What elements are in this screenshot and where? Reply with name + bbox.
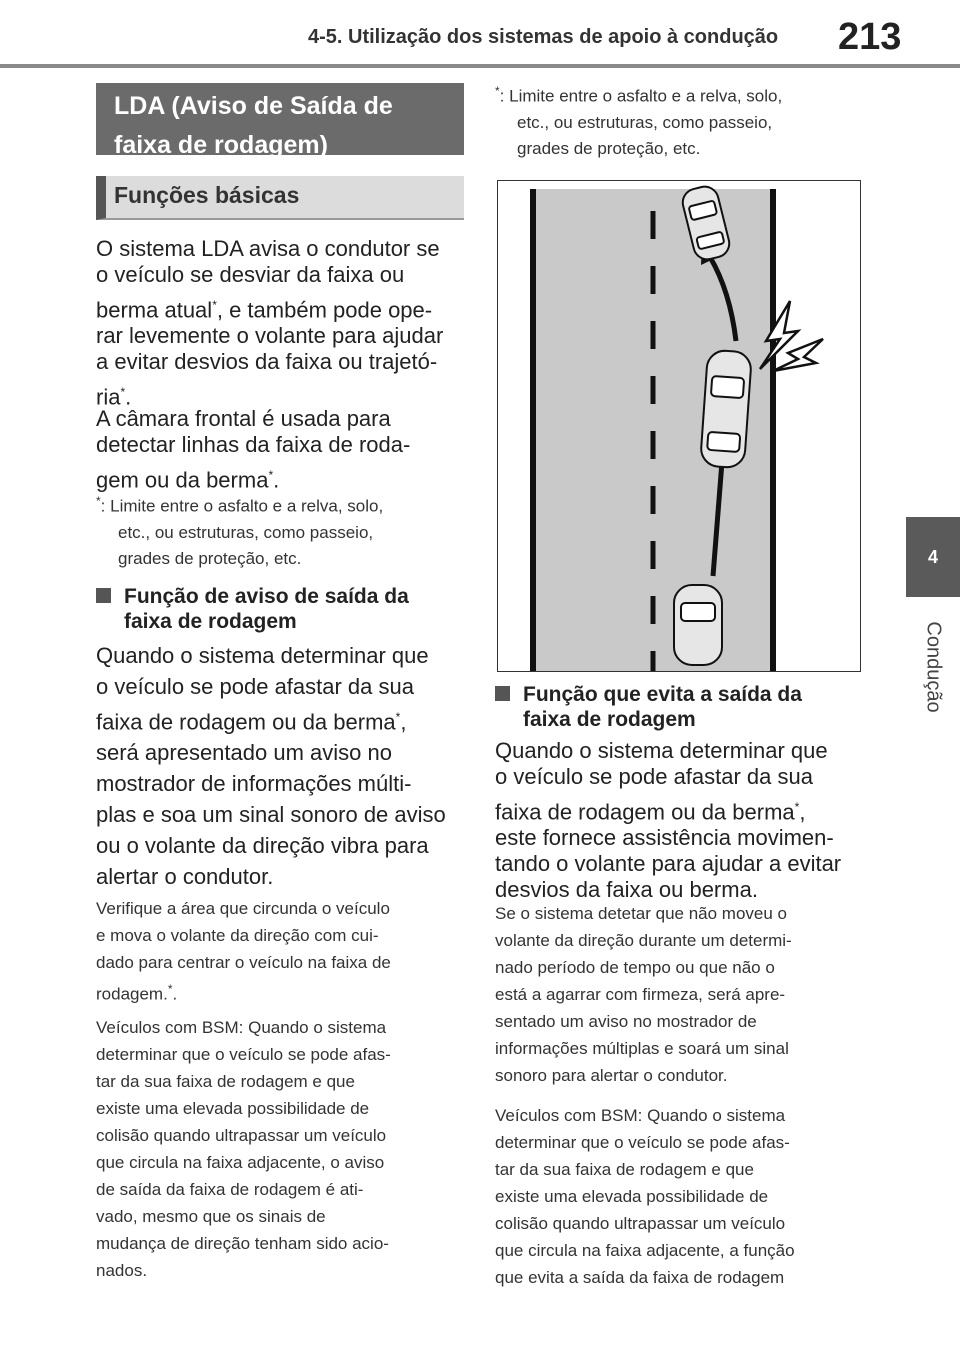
footnote: *: Limite entre o asfalto e a relva, solo, etc., ou estruturas, como passeio, grades de proteção, etc. xyxy=(96,494,384,568)
avoid-function-heading: Função que evita a saída da faixa de rodagem xyxy=(495,682,865,732)
section-title: LDA (Aviso de Saída de faixa de rodagem) xyxy=(96,83,464,155)
bullet-square-icon xyxy=(96,588,111,603)
bullet-square-icon xyxy=(495,686,510,701)
car-bottom-icon xyxy=(674,585,722,665)
intro-paragraph: O sistema LDA avisa o condutor se o veículo se desviar da faixa ou berma atual*, e também pode ope- rar levemente o volante para ajudar a evitar desvios da faixa ou trajetó- ria*. xyxy=(96,236,444,410)
header-rule xyxy=(0,64,960,68)
avoid-note-2: Veículos com BSM: Quando o sistema determinar que o veículo se pode afas- tar da sua faixa de rodagem e que existe uma elevada possibilidade de colisão quando ultrapassar um veículo que circula na faixa adjacente, a função que evita a saída da faixa de rodagem xyxy=(495,1106,795,1287)
warning-function-heading: Função de aviso de saída da faixa de rodagem xyxy=(96,584,464,634)
page-number: 213 xyxy=(838,16,902,58)
chapter-tab: 4 xyxy=(906,517,960,597)
warning-note-2: Veículos com BSM: Quando o sistema determinar que o veículo se pode afas- tar da sua faixa de rodagem e que existe uma elevada possibilidade de colisão quando ultrapassar um veículo que circula na faixa adjacente, o aviso de saída da faixa de rodagem é ati- vado, mesmo que os sinais de mudança de direção tenham sido acio- nados. xyxy=(96,1018,391,1280)
car-middle-icon xyxy=(700,350,752,469)
camera-paragraph: A câmara frontal é usada para detectar linhas da faixa de roda- gem ou da berma*. xyxy=(96,406,411,493)
avoid-function-body: Quando o sistema determinar que o veículo se pode afastar da sua faixa de rodagem ou da berma*, este fornece assistência movimen- tando o volante para ajudar a evitar desvios da faixa ou berma. xyxy=(495,738,842,903)
chapter-label: Condução xyxy=(922,621,945,713)
footnote-right: *: Limite entre o asfalto e a relva, solo, etc., ou estruturas, como passeio, grades de proteção, etc. xyxy=(495,84,783,158)
warning-function-body: Quando o sistema determinar que o veículo se pode afastar da sua faixa de rodagem ou da berma*, será apresentado um aviso no mostrador de informações múlti- plas e soa um sinal sonoro de aviso ou o volante da direção vibra para alertar o condutor. xyxy=(96,643,446,890)
warning-note-1: Verifique a área que circunda o veículo e mova o volante da direção com cui- dado para centrar o veículo na faixa de rodagem.*. xyxy=(96,899,391,1004)
running-header: 4-5. Utilização dos sistemas de apoio à condução xyxy=(308,26,779,48)
lane-departure-illustration xyxy=(497,180,861,672)
avoid-note-1: Se o sistema detetar que não moveu o volante da direção durante um determi- nado período de tempo ou que não o está a agarrar com firmeza, será apre- sentado um aviso no mostrador de informações múltiplas e soará um sinal sonoro para alertar o condutor. xyxy=(495,904,792,1085)
subsection-title: Funções básicas xyxy=(96,176,464,220)
